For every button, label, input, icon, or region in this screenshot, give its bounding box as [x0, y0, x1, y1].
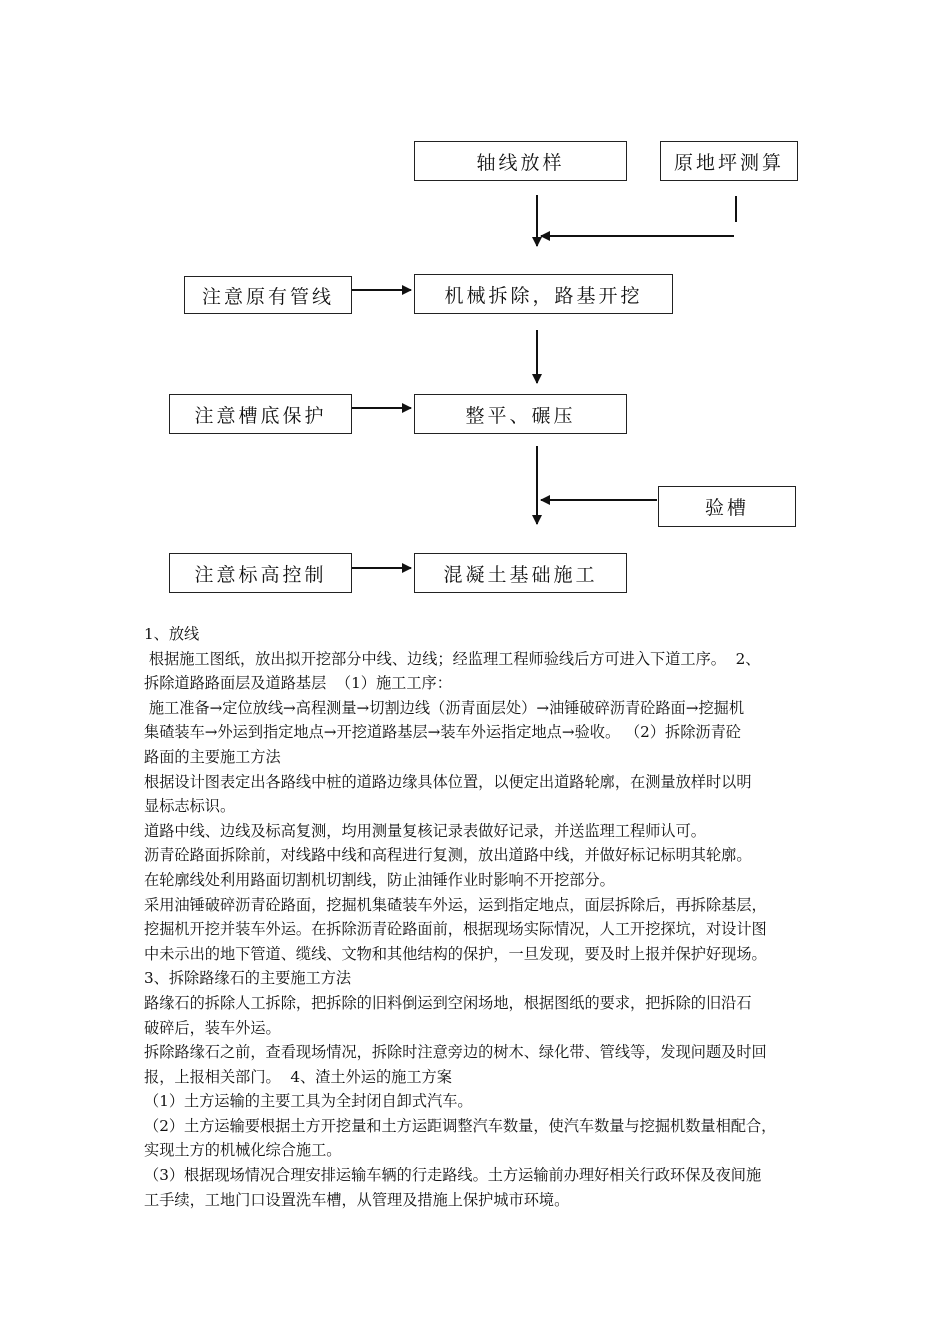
text-line: 在轮廓线处利用路面切割机切割线，防止油锤作业时影响不开挖部分。	[144, 870, 615, 889]
text-line: 施工准备→定位放线→高程测量→切割边线（沥青面层处）→油锤破碎沥青砼路面→挖掘机	[144, 698, 745, 717]
text-line: 拆除路缘石之前，查看现场情况，拆除时注意旁边的树木、绿化带、管线等，发现问题及时回	[144, 1043, 767, 1062]
text-line: 沥青砼路面拆除前，对线路中线和高程进行复测，放出道路中线，并做好标记标明其轮廓。	[144, 846, 752, 865]
text-line: 根据施工图纸，放出拟开挖部分中线、边线；经监理工程师验线后方可进入下道工序。 2、	[144, 649, 761, 668]
text-line: 集碴装车→外运到指定地点→开挖道路基层→装车外运指定地点→验收。 （2）拆除沥青砼	[144, 723, 741, 742]
text-line: 挖掘机开挖并装车外运。在拆除沥青砼路面前，根据现场实际情况，人工开挖探坑，对设计图	[144, 920, 767, 939]
box-mechanical-demolition: 机械拆除，路基开挖	[414, 274, 673, 314]
text-line: 中未示出的地下管道、缆线、文物和其他结构的保护，一旦发现，要及时上报并保护好现场。	[144, 944, 767, 963]
box-mind-existing-pipelines: 注意原有管线	[184, 276, 352, 314]
box-mind-elevation: 注意标高控制	[169, 553, 352, 593]
text-line: 1、放线	[144, 625, 200, 643]
text-line: （2）土方运输要根据土方开挖量和土方运距调整汽车数量，使汽车数量与挖掘机数量相配合，	[144, 1116, 777, 1135]
text-line: 破碎后，装车外运。	[144, 1018, 281, 1037]
box-level-compact: 整平、碾压	[414, 394, 627, 434]
text-line: 根据设计图表定出各路线中桩的道路边缘具体位置，以便定出道路轮廓，在测量放样时以明	[144, 772, 752, 791]
text-line: 显标志标识。	[144, 797, 236, 816]
box-mind-trench-bottom: 注意槽底保护	[169, 394, 352, 434]
box-original-ground-survey: 原地坪测算	[660, 141, 798, 181]
text-line: （1）土方运输的主要工具为全封闭自卸式汽车。	[144, 1092, 473, 1111]
text-line: 路面的主要施工方法	[144, 747, 281, 766]
text-line: 路缘石的拆除人工拆除，把拆除的旧料倒运到空闲场地，根据图纸的要求，把拆除的旧沿石	[144, 993, 752, 1012]
text-line: 拆除道路路面层及道路基层 （1）施工工序：	[144, 674, 452, 693]
text-line: 采用油锤破碎沥青砼路面，挖掘机集碴装车外运，运到指定地点，面层拆除后，再拆除基层，	[144, 895, 767, 914]
text-line: （3）根据现场情况合理安排运输车辆的行走路线。土方运输前办理好相关行政环保及夜间施	[144, 1166, 762, 1185]
box-concrete-foundation: 混凝土基础施工	[414, 553, 627, 593]
text-line: 工手续，工地门口设置洗车槽，从管理及措施上保护城市环境。	[144, 1190, 570, 1209]
text-line: 实现土方的机械化综合施工。	[144, 1141, 342, 1160]
text-line: 3、拆除路缘石的主要施工方法	[144, 969, 352, 988]
text-line: 报，上报相关部门。 4、渣土外运的施工方案	[144, 1067, 452, 1086]
box-axis-setout: 轴线放样	[414, 141, 627, 181]
text-line: 道路中线、边线及标高复测，均用测量复核记录表做好记录，并送监理工程师认可。	[144, 821, 706, 840]
box-trench-inspection: 验槽	[658, 486, 796, 527]
construction-flowchart	[0, 0, 950, 620]
body-text	[144, 622, 816, 1212]
